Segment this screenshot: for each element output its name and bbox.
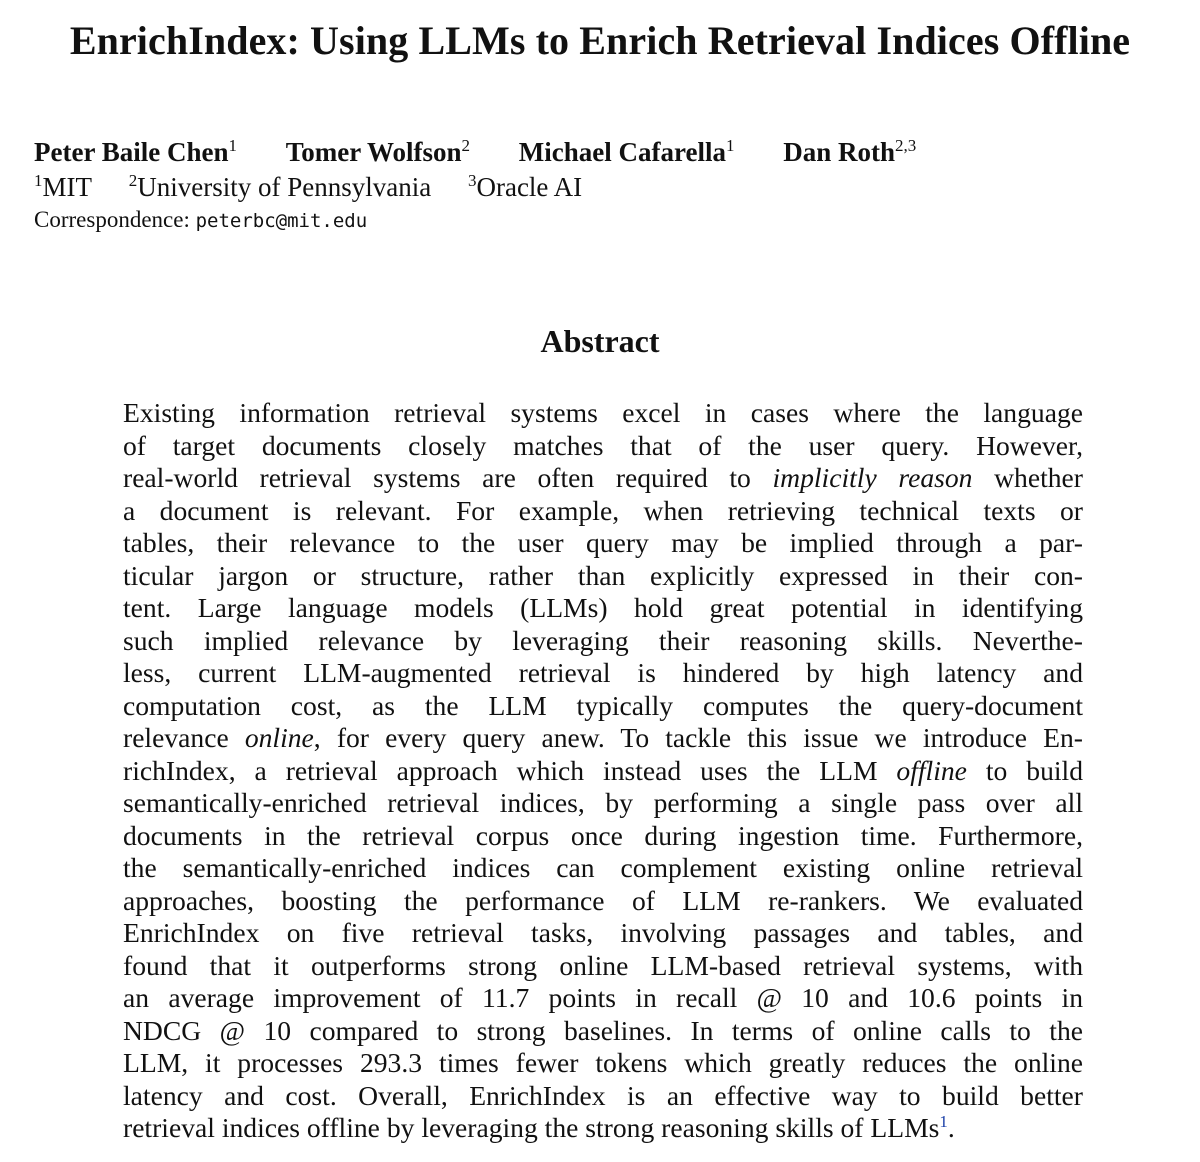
affiliation-name: Oracle AI bbox=[476, 172, 583, 202]
abstract-line bbox=[123, 820, 1083, 853]
abstract-line bbox=[123, 885, 1083, 918]
abstract-text: , for every query anew. To tackle this issue we introduce En- bbox=[313, 722, 1083, 753]
affiliation-name: MIT bbox=[42, 172, 92, 202]
abstract-text: tent. Large language models (LLMs) hold great potential in identifying bbox=[123, 592, 1083, 623]
author-name: Michael Cafarella bbox=[518, 137, 726, 167]
abstract-line bbox=[123, 755, 1083, 788]
abstract-text: less, current LLM-augmented retrieval is hindered by high latency and bbox=[123, 657, 1083, 688]
abstract-text: such implied relevance by leveraging their reasoning skills. Neverthe- bbox=[123, 624, 1083, 656]
abstract-text: approaches, boosting the performance of LLM re-rankers. We evaluated bbox=[123, 884, 1083, 916]
abstract-text: a document is relevant. For example, when retrieving technical texts or bbox=[123, 494, 1083, 526]
correspondence-email[interactable]: peterbc@mit.edu bbox=[195, 210, 368, 232]
abstract-line bbox=[123, 787, 1083, 820]
abstract-text: tables, their relevance to the user query may be implied through a par- bbox=[123, 527, 1083, 558]
abstract-text: computation cost, as the LLM typically computes the query-document bbox=[123, 689, 1083, 721]
author-affil-mark: 1 bbox=[725, 136, 735, 155]
abstract-heading: Abstract bbox=[540, 323, 660, 359]
abstract-text: NDCG @ 10 compared to strong baselines. In terms of online calls to the bbox=[123, 1014, 1083, 1046]
abstract-line bbox=[123, 592, 1083, 625]
author-name: Dan Roth bbox=[783, 137, 895, 167]
abstract-line bbox=[123, 560, 1083, 593]
affiliation-mark: 1 bbox=[34, 171, 43, 190]
abstract-line bbox=[123, 527, 1083, 560]
abstract-text: retrieval indices offline by leveraging the strong reasoning skills of LLMs bbox=[123, 1112, 940, 1143]
abstract-line bbox=[123, 657, 1083, 690]
abstract-line bbox=[123, 462, 1083, 495]
footnote-marker[interactable]: 1 bbox=[939, 1112, 948, 1131]
affiliation-name: University of Pennsylvania bbox=[137, 172, 432, 202]
affiliation bbox=[468, 170, 582, 204]
author-name: Tomer Wolfson bbox=[285, 137, 462, 167]
author-affil-mark: 1 bbox=[228, 136, 237, 155]
abstract-text: to build bbox=[966, 754, 1083, 786]
affiliation-mark: 2 bbox=[128, 171, 138, 190]
abstract-line bbox=[123, 690, 1083, 723]
abstract-line bbox=[123, 1047, 1083, 1080]
author bbox=[286, 135, 470, 169]
abstract-line bbox=[123, 495, 1083, 528]
abstract-text: ticular jargon or structure, rather than explicitly expressed in their con- bbox=[123, 559, 1083, 591]
abstract-text: of target documents closely matches that of the user query. However, bbox=[123, 429, 1083, 461]
emphasis-text: online bbox=[244, 722, 314, 753]
abstract-text: semantically-enriched retrieval indices, by performing a single pass over all bbox=[123, 787, 1083, 818]
abstract-text: documents in the retrieval corpus once during ingestion time. Furthermore, bbox=[123, 819, 1083, 851]
abstract-text: . bbox=[947, 1112, 955, 1143]
affiliation bbox=[129, 170, 431, 204]
abstract-text: LLM, it processes 293.3 times fewer tokens which greatly reduces the online bbox=[123, 1047, 1083, 1078]
author bbox=[519, 135, 735, 169]
abstract-line bbox=[123, 625, 1083, 658]
abstract-line bbox=[123, 397, 1083, 430]
abstract-text: found that it outperforms strong online LLM-based retrieval systems, with bbox=[123, 949, 1083, 981]
abstract-text: relevance bbox=[123, 722, 245, 753]
abstract-text: Existing information retrieval systems excel in cases where the language bbox=[123, 397, 1083, 428]
paper-title: EnrichIndex: Using LLMs to Enrich Retrieval Indices Offline bbox=[69, 18, 1131, 63]
author-list bbox=[34, 135, 916, 169]
abstract-text: real-world retrieval systems are often required to bbox=[123, 462, 773, 493]
correspondence bbox=[34, 205, 367, 236]
abstract-line bbox=[123, 1015, 1083, 1048]
author-affil-mark: 2,3 bbox=[895, 136, 917, 155]
abstract-text: whether bbox=[972, 462, 1083, 493]
abstract-line bbox=[123, 1080, 1083, 1113]
author bbox=[34, 135, 237, 169]
affiliation-list bbox=[34, 170, 612, 204]
abstract-text: EnrichIndex on five retrieval tasks, involving passages and tables, and bbox=[123, 917, 1083, 948]
abstract-text: the semantically-enriched indices can complement existing online retrieval bbox=[123, 852, 1083, 883]
author bbox=[783, 135, 916, 169]
correspondence-label: Correspondence: bbox=[34, 207, 190, 232]
abstract-line bbox=[123, 722, 1083, 755]
abstract-line bbox=[123, 982, 1083, 1015]
abstract-body bbox=[123, 397, 1083, 1145]
affiliation-mark: 3 bbox=[467, 171, 477, 190]
abstract-text: richIndex, a retrieval approach which instead uses the LLM bbox=[123, 754, 897, 786]
abstract-text: latency and cost. Overall, EnrichIndex is an effective way to build better bbox=[123, 1079, 1083, 1111]
emphasis-text: offline bbox=[896, 754, 967, 786]
abstract-line bbox=[123, 852, 1083, 885]
abstract-line bbox=[123, 917, 1083, 950]
abstract-line bbox=[123, 950, 1083, 983]
abstract-line bbox=[123, 1112, 1083, 1145]
abstract-line bbox=[123, 430, 1083, 463]
author-affil-mark: 2 bbox=[461, 136, 471, 155]
emphasis-text: implicitly reason bbox=[772, 462, 973, 493]
abstract-text: an average improvement of 11.7 points in recall @ 10 and 10.6 points in bbox=[123, 982, 1083, 1013]
affiliation bbox=[34, 170, 92, 204]
author-name: Peter Baile Chen bbox=[34, 137, 229, 167]
